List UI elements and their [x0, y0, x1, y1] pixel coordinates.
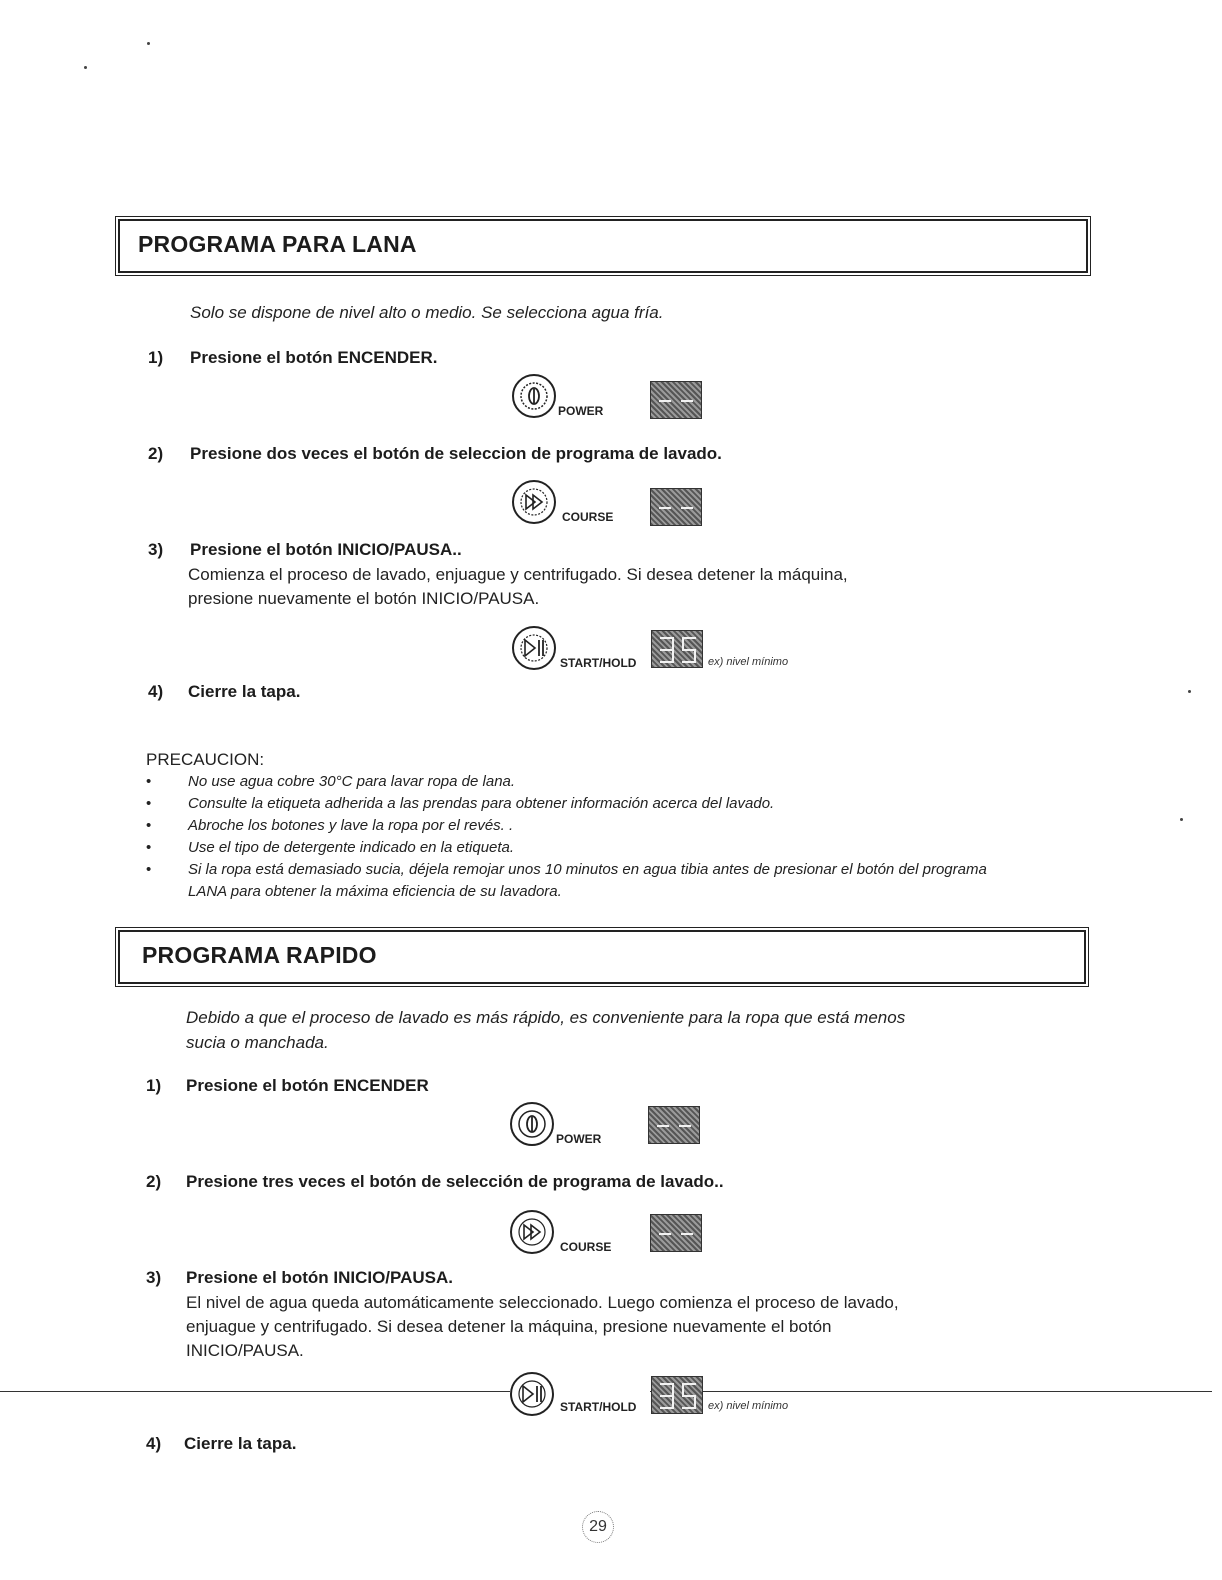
rapido-step-3-desc-line-1: El nivel de agua queda automáticamente seleccionado. Luego comienza el proceso de lavado, [186, 1293, 899, 1312]
rapido-section-title: PROGRAMA RAPIDO [142, 942, 377, 968]
rapido-step-2-title: Presione tres veces el botón de selección de programa de lavado.. [186, 1172, 724, 1191]
rapido-step-3-title: Presione el botón INICIO/PAUSA. [186, 1268, 453, 1287]
scan-speck [1188, 690, 1191, 693]
lana-step-3-number: 3) [148, 540, 164, 559]
lana-caution-item-continued: LANA para obtener la máxima eficiencia de su lavadora. [188, 883, 562, 900]
play-pause-icon [510, 1372, 554, 1416]
scan-speck [147, 42, 150, 45]
lana-display-panel-3 [651, 630, 703, 668]
lana-course-button-label: COURSE [562, 510, 614, 524]
lana-step-2-title: Presione dos veces el botón de seleccion de programa de lavado. [190, 444, 722, 463]
lana-display-note: ex) nivel mínimo [708, 656, 789, 668]
lana-step-3-desc-line-2: presione nuevamente el botón INICIO/PAUSA. [188, 589, 540, 608]
rapido-display-panel-3 [651, 1376, 703, 1414]
lana-power-button-label: POWER [558, 404, 604, 418]
lana-step-3-desc-line-1: Comienza el proceso de lavado, enjuague y centrifugado. Si desea detener la máquina, [188, 565, 848, 584]
rapido-step-1-title: Presione el botón ENCENDER [186, 1076, 429, 1095]
lana-course-button[interactable] [512, 480, 642, 530]
rapido-step-3-desc-line-2: enjuague y centrifugado. Si desea detener la máquina, presione nuevamente el botón [186, 1317, 832, 1336]
lana-caution-item: Si la ropa está demasiado sucia, déjela remojar unos 10 minutos en agua tibia antes de presionar el botón del programa [188, 861, 987, 878]
rapido-course-button-label: COURSE [560, 1240, 612, 1254]
lana-display-panel-1 [650, 381, 702, 419]
lana-caution-item: Abroche los botones y lave la ropa por el revés. . [188, 817, 514, 834]
rapido-step-3-number: 3) [146, 1268, 162, 1287]
rapido-display-note: ex) nivel mínimo [708, 1400, 789, 1412]
lana-step-2-number: 2) [148, 444, 164, 463]
page-number: 29 [582, 1511, 614, 1543]
power-icon [512, 374, 556, 418]
bullet-dot: • [146, 795, 152, 812]
rapido-course-button[interactable] [510, 1210, 640, 1260]
rapido-power-button-label: POWER [556, 1132, 602, 1146]
lana-step-1-title: Presione el botón ENCENDER. [190, 348, 438, 367]
rapido-step-4-title: Cierre la tapa. [184, 1434, 297, 1453]
scan-speck [84, 66, 87, 69]
lana-step-3-title: Presione el botón INICIO/PAUSA.. [190, 540, 462, 559]
lana-start-hold-button-label: START/HOLD [560, 656, 637, 670]
rapido-display-panel-2 [650, 1214, 702, 1252]
lana-caution-item: Use el tipo de detergente indicado en la etiqueta. [188, 839, 515, 856]
power-icon [510, 1102, 554, 1146]
rapido-intro-line-2: sucia o manchada. [186, 1033, 329, 1052]
play-pause-icon [512, 626, 556, 670]
rapido-step-1-number: 1) [146, 1076, 162, 1095]
rapido-start-hold-button-label: START/HOLD [560, 1400, 637, 1414]
lana-section-title: PROGRAMA PARA LANA [138, 231, 417, 257]
lana-start-hold-button[interactable] [512, 626, 652, 676]
lana-intro: Solo se dispone de nivel alto o medio. Se selecciona agua fría. [190, 303, 664, 322]
lana-caution-item: No use agua cobre 30°C para lavar ropa de lana. [188, 773, 516, 790]
rapido-intro-line-1: Debido a que el proceso de lavado es más rápido, es conveniente para la ropa que está menos [186, 1008, 906, 1027]
lana-power-button[interactable] [512, 374, 632, 424]
rapido-display-panel-1 [648, 1106, 700, 1144]
rapido-start-hold-button[interactable] [510, 1372, 650, 1422]
rapido-power-button[interactable] [510, 1102, 630, 1152]
bullet-dot: • [146, 861, 152, 878]
lana-display-panel-2 [650, 488, 702, 526]
lana-caution-title: PRECAUCION: [146, 750, 265, 769]
scan-speck [1180, 818, 1183, 821]
fast-forward-icon [512, 480, 556, 524]
rapido-step-4-number: 4) [146, 1434, 162, 1453]
rapido-step-2-number: 2) [146, 1172, 162, 1191]
fast-forward-icon [510, 1210, 554, 1254]
bullet-dot: • [146, 773, 152, 790]
lana-step-4-number: 4) [148, 682, 164, 701]
bullet-dot: • [146, 839, 152, 856]
rapido-step-3-desc-line-3: INICIO/PAUSA. [186, 1341, 304, 1360]
lana-step-1-number: 1) [148, 348, 164, 367]
lana-caution-item: Consulte la etiqueta adherida a las prendas para obtener información acerca del lavado. [188, 795, 775, 812]
lana-step-4-title: Cierre la tapa. [188, 682, 301, 701]
bullet-dot: • [146, 817, 152, 834]
